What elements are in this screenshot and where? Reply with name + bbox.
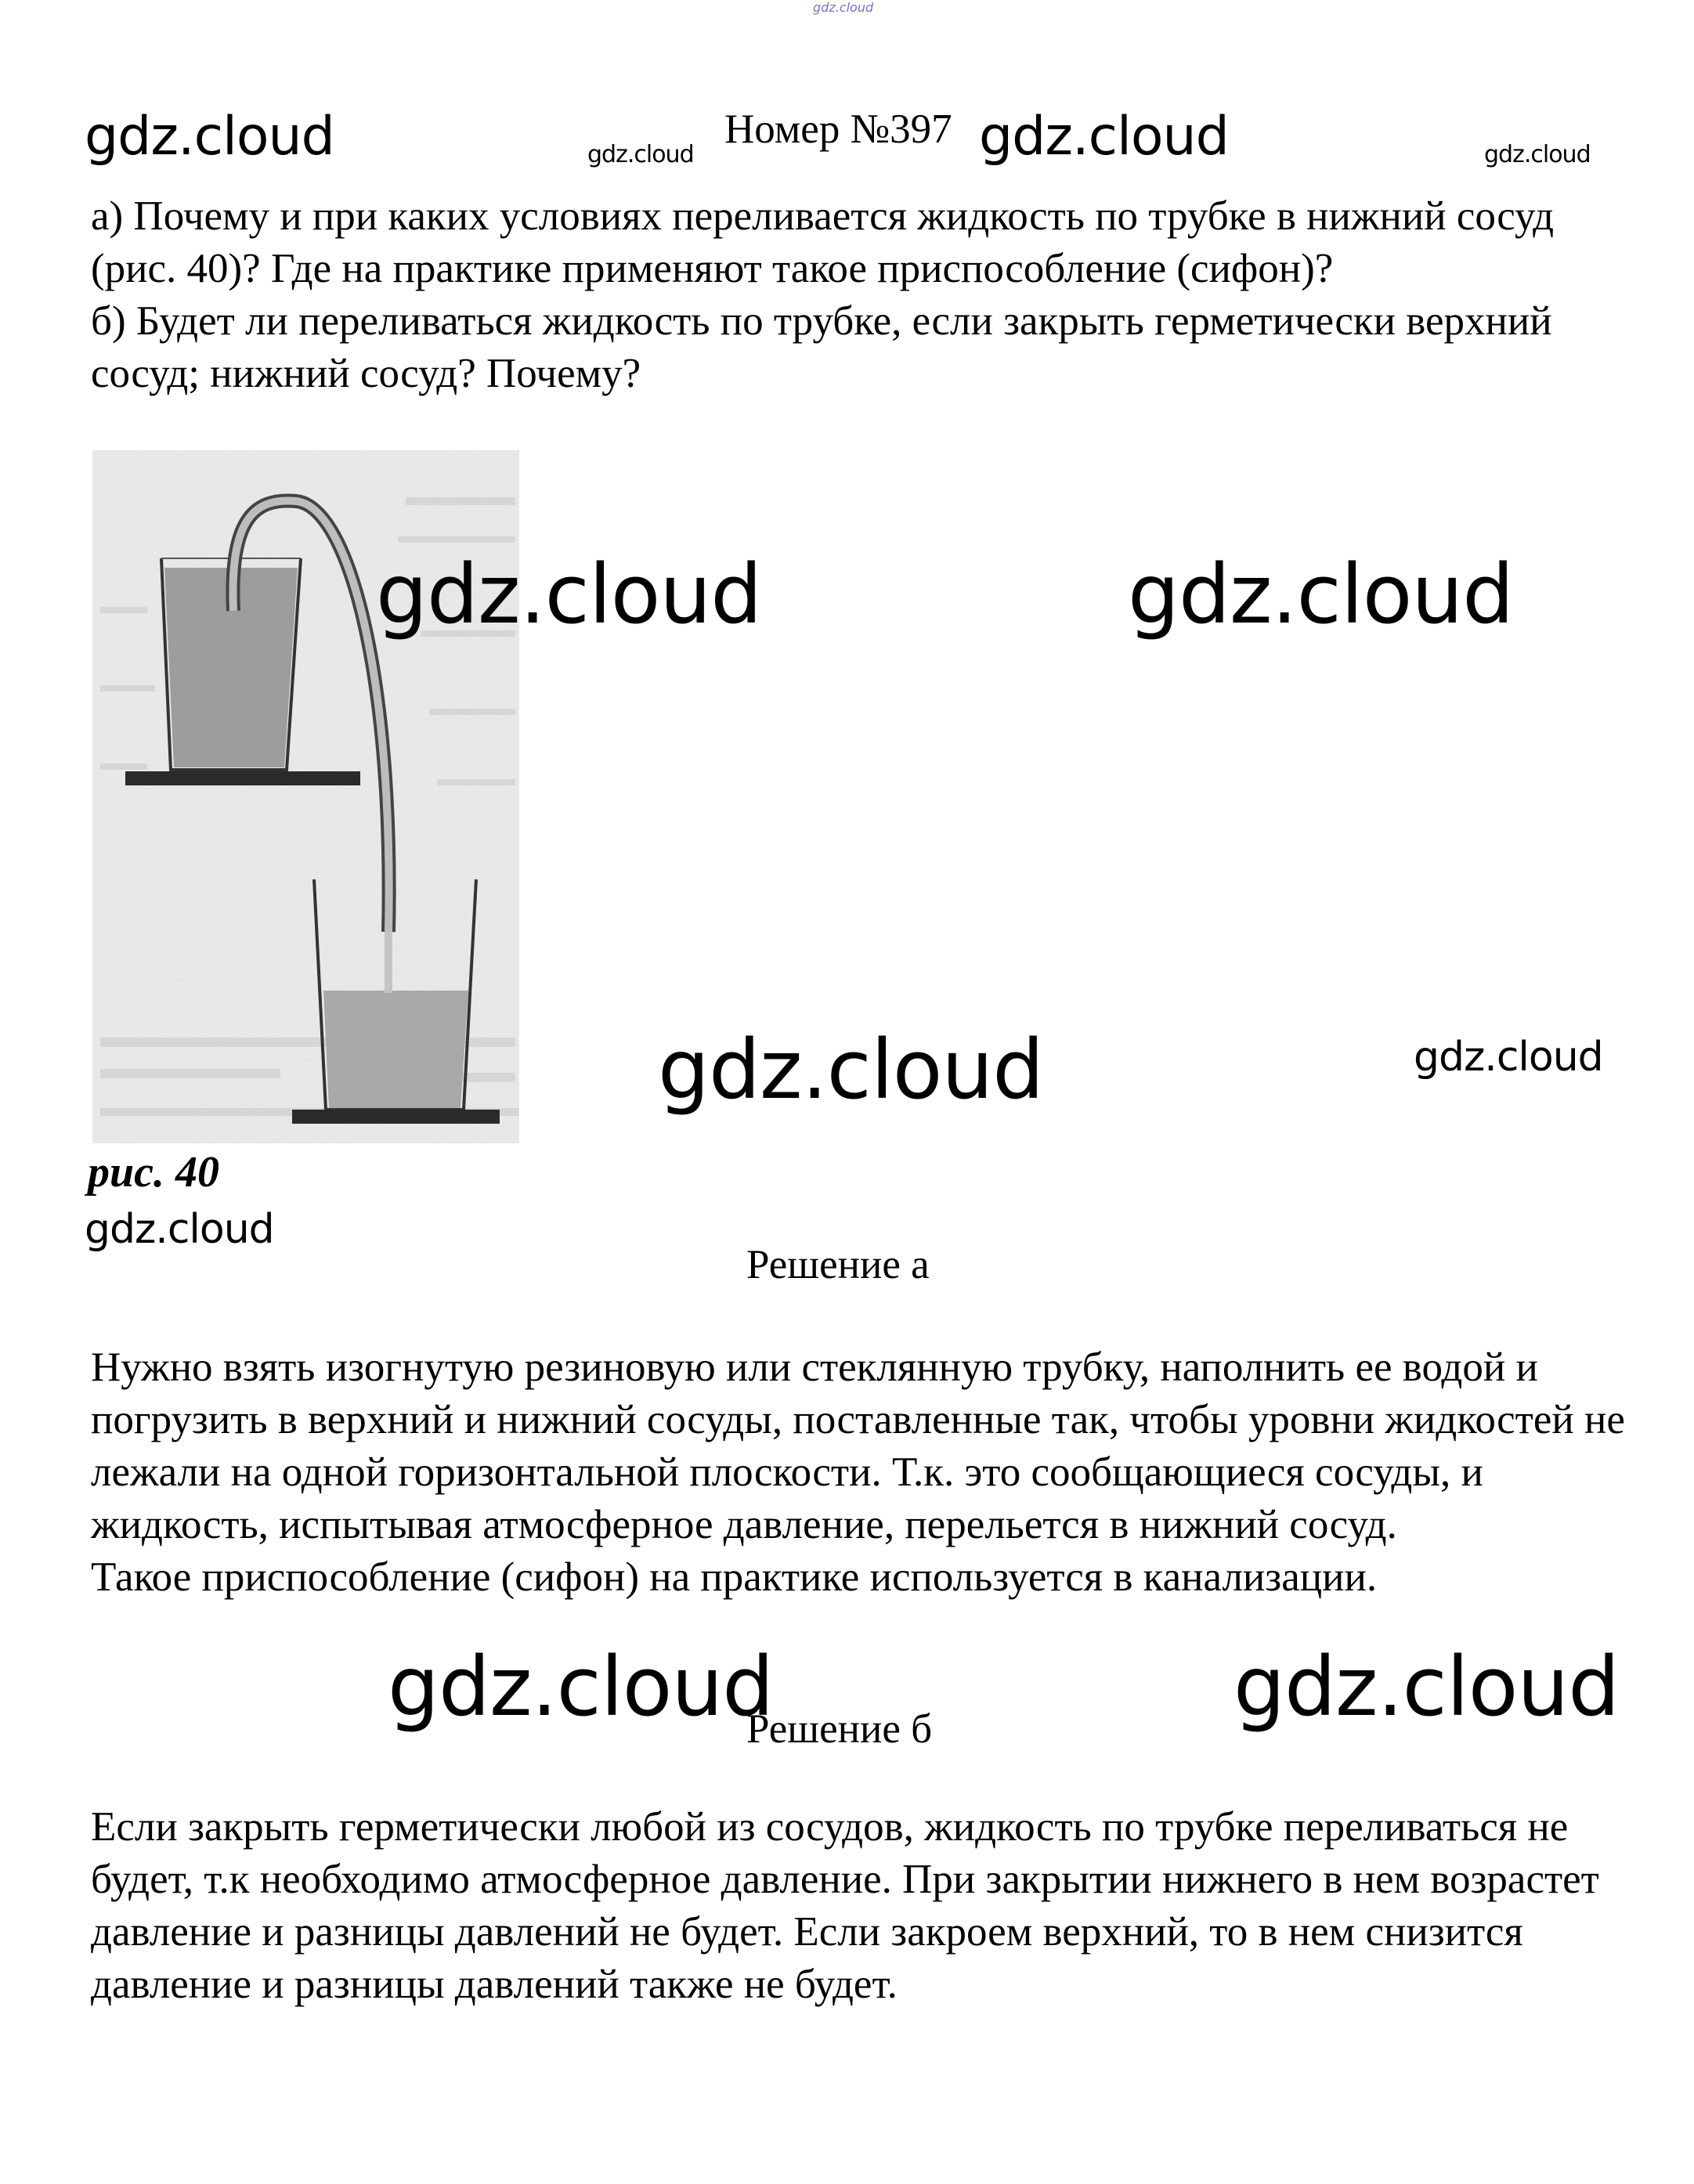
- solution-a-heading: Решение а: [746, 1242, 930, 1287]
- page-title: Номер №397: [724, 106, 952, 152]
- solution-a-paragraph: Нужно взять изогнутую резиновую или стеклянную трубку, наполнить ее водой и погрузить в верхний и нижний сосуды, поставленные так, чтобы уровни жидкостей не лежали на одной горизонтальной плоскости. Т.к. это сообщающиеся сосуды, и жидкость, испытывая атмосферное давление, перельется в нижний сосуд.: [91, 1345, 1625, 1547]
- watermark: gdz.cloud: [1233, 1639, 1620, 1735]
- question-text: [91, 190, 1626, 400]
- question-part-b: б) Будет ли переливаться жидкость по трубке, если закрыть герметически верхний сосуд; нижний сосуд? Почему?: [91, 298, 1552, 396]
- watermark: gdz.cloud: [1414, 1034, 1603, 1081]
- watermark: gdz.cloud: [658, 1022, 1044, 1117]
- watermark: gdz.cloud: [388, 1639, 774, 1735]
- top-watermark: gdz.cloud: [813, 0, 874, 15]
- figure-caption: рис. 40: [88, 1148, 219, 1197]
- watermark: gdz.cloud: [85, 1206, 274, 1253]
- watermark: gdz.cloud: [587, 141, 694, 168]
- watermark: gdz.cloud: [376, 547, 762, 642]
- watermark: gdz.cloud: [85, 106, 334, 168]
- question-part-a: а) Почему и при каких условиях переливается жидкость по трубке в нижний сосуд (рис. 40)? Где на практике применяют такое приспособление (сифон)?: [91, 193, 1555, 291]
- solution-b-heading: Решение б: [746, 1706, 933, 1752]
- solution-a-text: [91, 1341, 1626, 1604]
- solution-b-paragraph: Если закрыть герметически любой из сосудов, жидкость по трубке переливаться не будет, т.к необходимо атмосферное давление. При закрытии нижнего в нем возрастет давление и разницы давлений не будет. Если закроем верхний, то в нем снизится давление и разницы давлений также не будет.: [91, 1804, 1599, 2007]
- watermark: gdz.cloud: [979, 106, 1229, 168]
- solution-b-text: [91, 1801, 1626, 2011]
- watermark: gdz.cloud: [1484, 141, 1591, 168]
- solution-a-paragraph: Такое приспособление (сифон) на практике используется в канализации.: [91, 1554, 1378, 1600]
- watermark: gdz.cloud: [1128, 547, 1514, 642]
